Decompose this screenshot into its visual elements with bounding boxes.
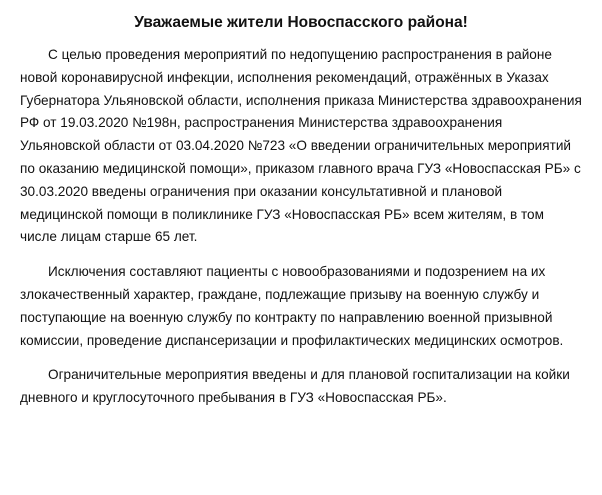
- document-title: Уважаемые жители Новоспасского района!: [134, 14, 468, 31]
- paragraph-restrictions: С целью проведения мероприятий по недопущению распространения в районе новой коронавирусной инфекции, исполнения рекомендаций, отражённых в Указах Губернатора Ульяновской области, исполнения приказа Министерства здравоохранения РФ от 19.03.2020 №198н, распространения Министерства здравоохранения Ульяновской области от 03.04.2020 №723 «О введении ограничительных мероприятий по оказанию медицинской помощи», приказом главного врача ГУЗ «Новоспасская РБ» с 30.03.2020 введены ограничения при оказании консультативной и плановой медицинской помощи в поликлинике ГУЗ «Новоспасская РБ» всем жителям, в том числе лицам старше 65 лет.: [20, 47, 582, 245]
- paragraph-exceptions: Исключения составляют пациенты с новообразованиями и подозрением на их злокачественный характер, граждане, подлежащие призыву на военную службу и поступающие на военную службу по контракту по направлению военной призывной комиссии, проведение диспансеризации и профилактических медицинских осмотров.: [20, 264, 564, 348]
- paragraph-hospitalization: Ограничительные мероприятия введены и для плановой госпитализации на койки дневного и круглосуточного пребывания в ГУЗ «Новоспасская РБ».: [20, 367, 570, 406]
